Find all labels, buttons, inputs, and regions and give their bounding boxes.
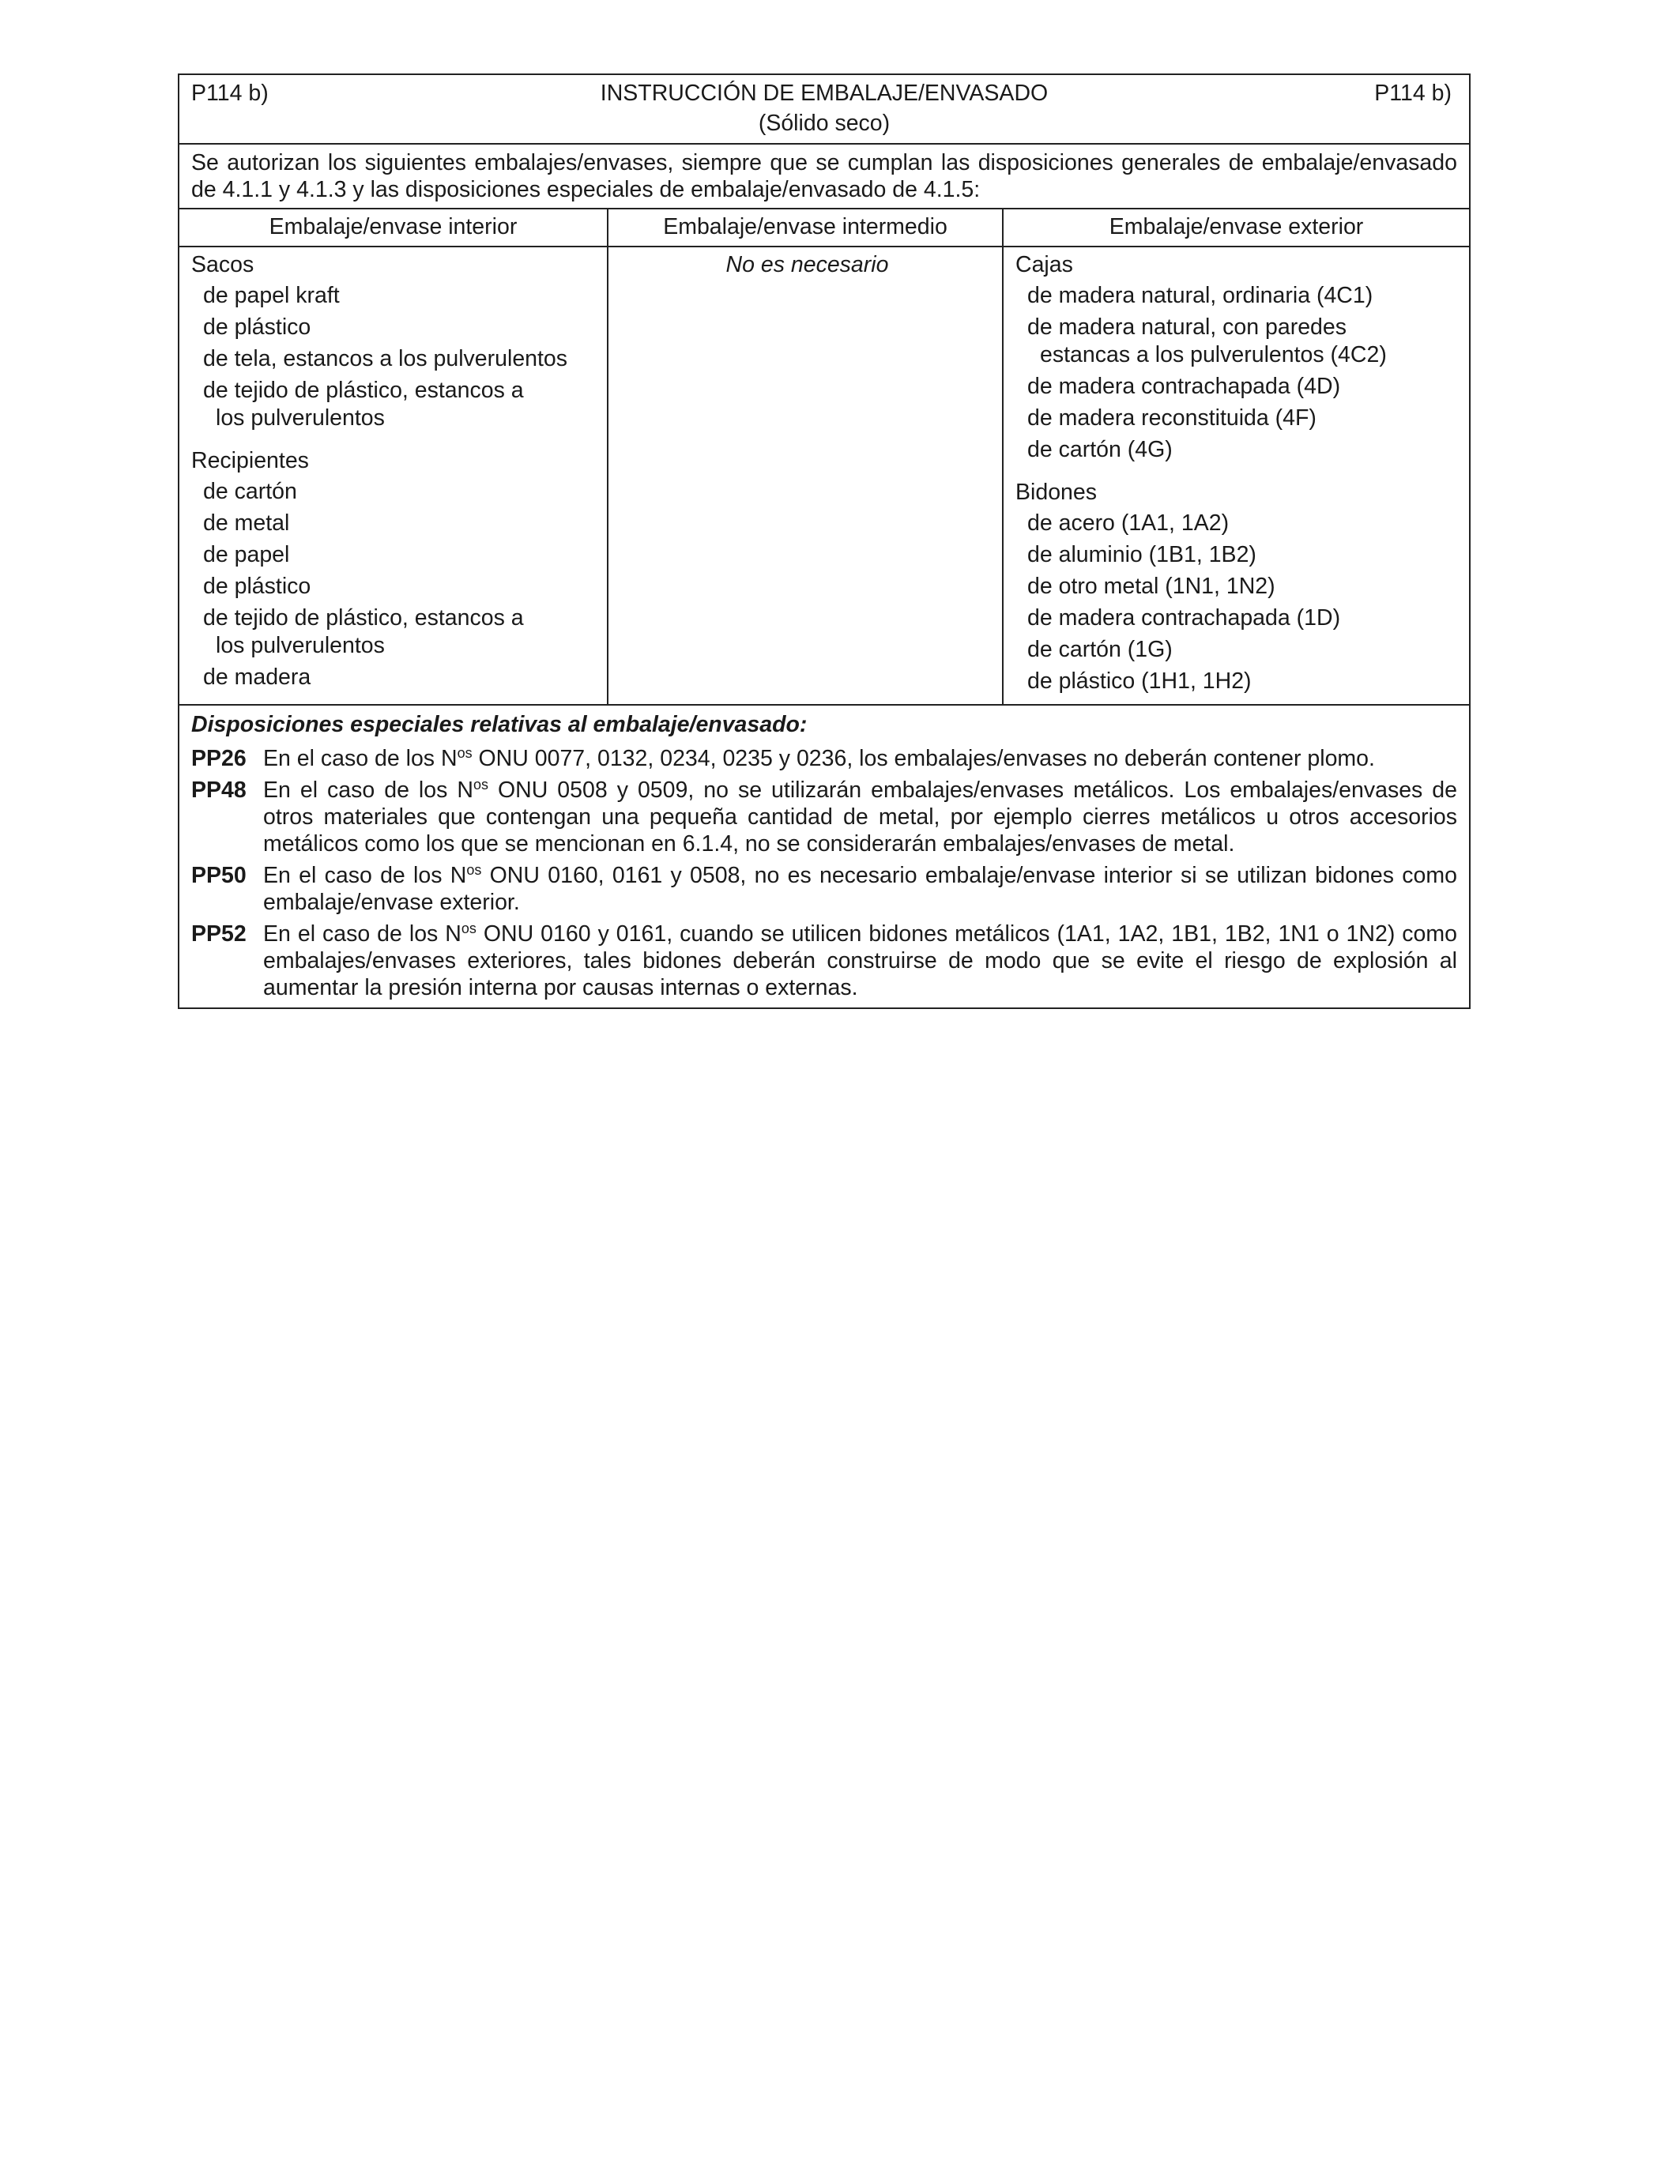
packaging-item <box>191 478 599 506</box>
packaging-item-text: de aluminio (1B1, 1B2) <box>1027 542 1256 567</box>
table-header <box>179 75 1469 145</box>
packaging-item-text: de cartón <box>203 479 297 504</box>
packaging-group-title: Recipientes <box>191 448 309 473</box>
provision-text-pre: En el caso de los N <box>263 778 473 803</box>
provision-text-post: ONU 0160, 0161 y 0508, no es necesario embalaje/envase interior si se utilizan bidones como embalaje/envase exterior. <box>263 863 1457 915</box>
packaging-item-text: de plástico <box>203 314 311 340</box>
special-provisions <box>179 704 1469 1007</box>
provision-code: PP26 <box>191 746 247 771</box>
provision-text-pre: En el caso de los N <box>263 921 461 947</box>
special-provision <box>191 921 1457 1001</box>
provision-text-sup: os <box>457 745 473 761</box>
packaging-item-continuation: estancas a los pulverulentos (4C2) <box>1040 342 1387 367</box>
special-provision <box>191 862 1457 916</box>
packaging-group <box>191 445 599 691</box>
packaging-item-text: de otro metal (1N1, 1N2) <box>1027 574 1275 599</box>
provision-text <box>263 745 1457 772</box>
packaging-item <box>191 604 599 660</box>
packaging-item-continuation: los pulverulentos <box>216 633 385 658</box>
packaging-group <box>1015 476 1461 695</box>
packaging-item <box>191 510 599 537</box>
packaging-group <box>1015 249 1461 464</box>
packaging-item <box>191 314 599 341</box>
packaging-item-text: de tejido de plástico, estancos a <box>203 605 524 631</box>
special-provision <box>191 777 1457 857</box>
special-provisions-title: Disposiciones especiales relativas al embalaje/envasado: <box>191 712 808 737</box>
provision-text <box>263 777 1457 857</box>
packaging-item-text: de madera contrachapada (4D) <box>1027 374 1341 399</box>
provision-text <box>263 862 1457 916</box>
packaging-item-text: de metal <box>203 510 290 536</box>
packaging-item-text: de tejido de plástico, estancos a <box>203 378 524 403</box>
provision-code: PP48 <box>191 778 247 803</box>
instruction-subtitle: (Sólido seco) <box>758 111 891 136</box>
special-provision <box>191 745 1457 772</box>
inner-packaging-column <box>179 247 608 704</box>
packaging-item <box>191 573 599 601</box>
packaging-group <box>191 249 599 432</box>
intro-paragraph: Se autorizan los siguientes embalajes/envases, siempre que se cumplan las disposiciones generales de embalaje/envasado de 4.1.1 y 4.1.3 y las disposiciones especiales de embalaje/envasado de 4.1.5: <box>179 145 1469 209</box>
packaging-item-text: de cartón (4G) <box>1027 437 1173 462</box>
packaging-item <box>191 345 599 373</box>
provision-text-post: ONU 0508 y 0509, no se utilizarán embalajes/envases metálicos. Los embalajes/envases de otros materiales que contengan una pequeña cantidad de metal, por ejemplo cierres metálicos u otros accesorios metálicos como los que se mencionan en 6.1.4, no se considerarán embalajes/envases de metal. <box>263 778 1457 857</box>
packaging-item <box>1015 668 1461 695</box>
packaging-item <box>1015 405 1461 432</box>
instruction-title: INSTRUCCIÓN DE EMBALAJE/ENVASADO <box>600 81 1049 106</box>
packaging-item <box>1015 436 1461 464</box>
packaging-item-text: de tela, estancos a los pulverulentos <box>203 346 568 371</box>
packaging-item-continuation: los pulverulentos <box>216 405 385 431</box>
packaging-item <box>1015 604 1461 632</box>
intermediate-packaging-heading: Embalaje/envase intermedio <box>608 209 1004 247</box>
intermediate-packaging-column <box>608 247 1004 704</box>
provision-text-post: ONU 0160 y 0161, cuando se utilicen bidones metálicos (1A1, 1A2, 1B1, 1B2, 1N1 o 1N2) como embalajes/envases exteriores, tales bidones deberán construirse de modo que se evite el riesgo de explosión al aumentar la presión interna por causas internas o externas. <box>263 921 1457 1000</box>
packaging-group-title: Sacos <box>191 252 254 277</box>
packaging-item-text: de cartón (1G) <box>1027 637 1173 662</box>
provision-text-post: ONU 0077, 0132, 0234, 0235 y 0236, los embalajes/envases no deberán contener plomo. <box>472 746 1375 771</box>
packaging-item-text: de madera contrachapada (1D) <box>1027 605 1341 631</box>
provision-text-sup: os <box>466 862 482 878</box>
packaging-item-text: de plástico (1H1, 1H2) <box>1027 668 1252 694</box>
provision-text-sup: os <box>461 921 477 936</box>
packaging-item-text: de acero (1A1, 1A2) <box>1027 510 1230 536</box>
packaging-item-text: de madera natural, ordinaria (4C1) <box>1027 283 1373 308</box>
provision-code: PP50 <box>191 863 247 888</box>
packing-instruction-table <box>178 73 1471 1009</box>
packaging-item-text: de plástico <box>203 574 311 599</box>
packaging-item <box>191 282 599 310</box>
packaging-group-title: Cajas <box>1015 252 1073 277</box>
inner-packaging-heading: Embalaje/envase interior <box>179 209 608 247</box>
packaging-item-text: de papel kraft <box>203 283 340 308</box>
provision-text-pre: En el caso de los N <box>263 863 467 888</box>
provision-text-pre: En el caso de los N <box>263 746 458 771</box>
packaging-item <box>1015 636 1461 664</box>
instruction-code-left: P114 b) <box>191 81 269 106</box>
packaging-item-text: de madera reconstituida (4F) <box>1027 405 1317 431</box>
packaging-item <box>191 664 599 691</box>
packaging-item <box>1015 373 1461 401</box>
packaging-item-text: de madera <box>203 665 311 690</box>
packaging-columns <box>179 209 1469 704</box>
packaging-item <box>191 541 599 569</box>
outer-packaging-column <box>1004 247 1469 704</box>
intermediate-note: No es necesario <box>725 252 889 277</box>
packaging-item <box>1015 510 1461 537</box>
packaging-item <box>1015 282 1461 310</box>
packaging-item-text: de madera natural, con paredes <box>1027 314 1347 340</box>
packaging-item-text: de papel <box>203 542 290 567</box>
packaging-item <box>1015 314 1461 369</box>
provision-text-sup: os <box>473 777 488 793</box>
packaging-item <box>1015 573 1461 601</box>
packaging-item <box>191 377 599 432</box>
provision-text <box>263 921 1457 1001</box>
instruction-code-right: P114 b) <box>1374 81 1452 106</box>
packaging-item <box>1015 541 1461 569</box>
packaging-group-title: Bidones <box>1015 480 1097 505</box>
provision-code: PP52 <box>191 921 247 947</box>
outer-packaging-heading: Embalaje/envase exterior <box>1004 209 1469 247</box>
